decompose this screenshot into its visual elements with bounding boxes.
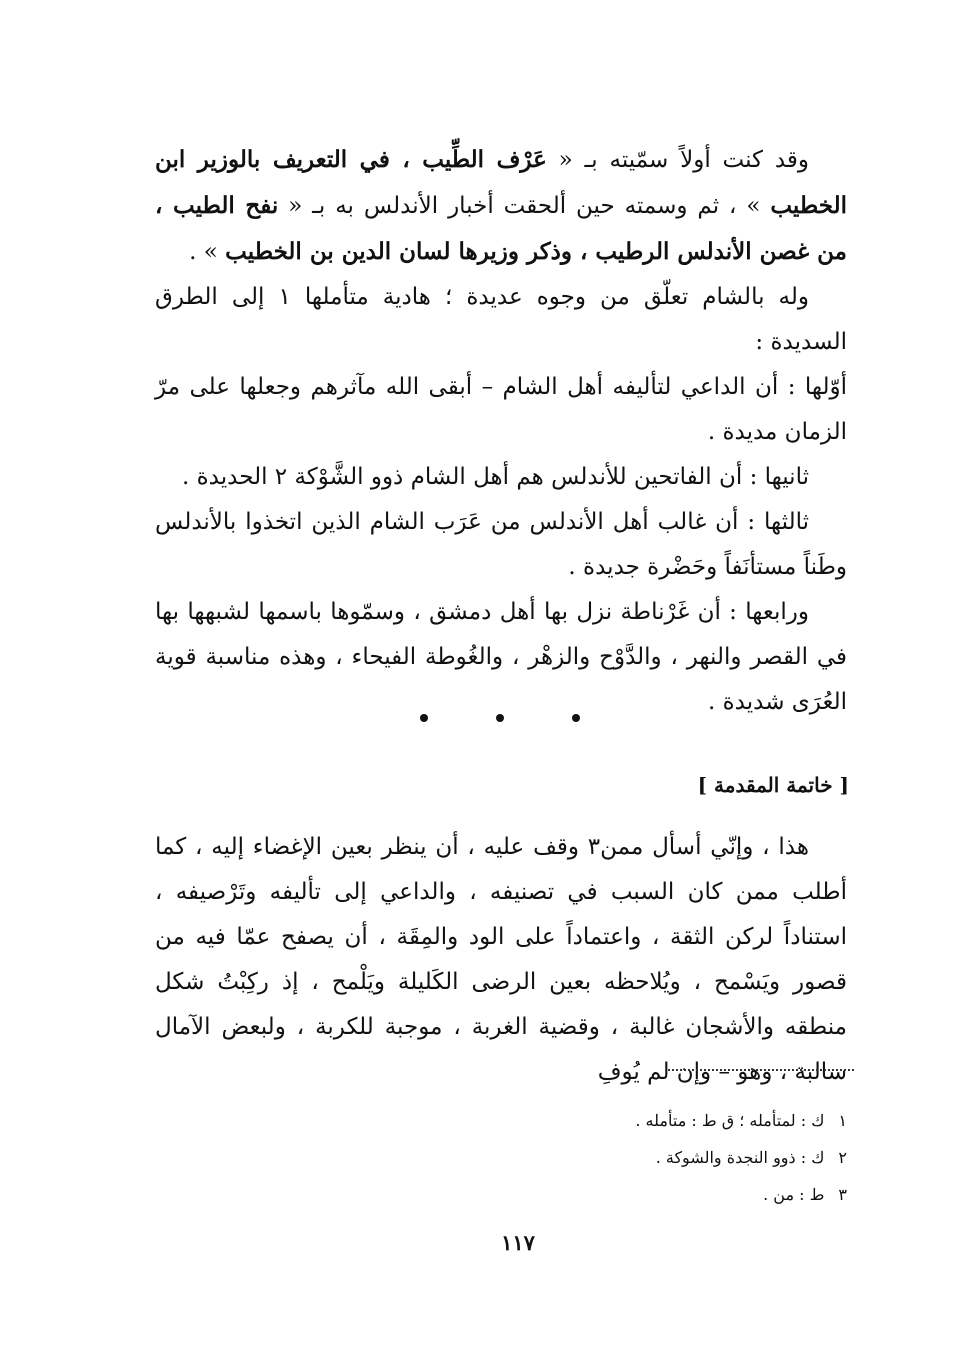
book-title-second: نفح الطيب ، من غصن الأندلس الرطيب ، وذكر وزيرها لسان الدين بن الخطيب <box>155 192 847 265</box>
separator-dot <box>496 714 504 722</box>
footnote-text: ك : لمتأمله ؛ ق ط : متأمله . <box>635 1111 825 1130</box>
main-text-top <box>155 137 847 725</box>
book-title-first: عَرْف الطِّيب ، في التعريف بالوزير ابن الخطيب <box>155 146 847 219</box>
separator-dot <box>420 714 428 722</box>
section-separator-dots <box>420 703 580 733</box>
footnote-item <box>635 1176 847 1213</box>
footnote-item <box>635 1102 847 1139</box>
paragraph-conclusion: هذا ، وإنّي أسأل ممن٣ وقف عليه ، أن ينظر بعين الإغضاء إليه ، كما أطلب ممن كان السبب في تصنيفه ، والداعي إلى تأليفه وتَرْصيفه ، استناداً لركن الثقة ، واعتماداً على الود والمِقَة ، أن يصفح عمّا فيه من قصور ويَسْمح ، ويُلاحظه بعين الرضى الكَليلة ويَلْمح ، إذ ركِبْتُ شكل منطقه والأشجان غالبة ، وقضية الغربة ، موجبة للكربة ، ولبعض الآمال سالبة ، وهو – وإن لم يُوفِ <box>155 834 847 1085</box>
footnote-text: ط : من . <box>763 1185 825 1204</box>
paragraph-fourth-reason: ورابعها : أن غَرْناطة نزل بها أهل دمشق ، وسمّوها باسمها لشبهها بها في القصر والنهر ، والدَّوْح والزهْر ، والغُوطة الفيحاء ، وهذه مناسبة قوية العُرَى شديدة . <box>155 599 847 715</box>
footnote-divider <box>668 1069 854 1071</box>
paragraph-lead-text: وقد كنت أولاً سمّيته بـ « <box>546 147 809 173</box>
section-heading: [ خاتمة المقدمة ] <box>697 773 849 797</box>
footnote-item <box>635 1139 847 1176</box>
footnotes <box>635 1102 847 1213</box>
footnote-number: ٢ <box>838 1148 847 1167</box>
paragraph-second-reason: ثانيها : أن الفاتحين للأندلس هم أهل الشام ذوو الشَّوْكة ٢ الحديدة . <box>182 464 809 490</box>
paragraph-mid-text: » ، ثم وسمته حين ألحقت أخبار الأندلس به بـ « <box>278 193 771 219</box>
paragraph-third-reason: ثالثها : أن غالب أهل الأندلس من عَرَب الشام الذين اتخذوا بالأندلس وطَناً مستأنَفاً وحَضْرة جديدة . <box>155 509 847 580</box>
paragraph-first-reason: أوّلها : أن الداعي لتأليفه أهل الشام – أبقى الله مآثرهم وجعلها على مرّ الزمان مديدة . <box>155 374 847 445</box>
footnote-number: ٣ <box>838 1185 847 1204</box>
page-number: ١١٧ <box>501 1230 535 1255</box>
footnote-number: ١ <box>838 1111 847 1130</box>
paragraph-sham-intro: وله بالشام تعلّق من وجوه عديدة ؛ هادية متأملها ١ إلى الطرق السديدة : <box>155 284 847 355</box>
footnote-text: ك : ذوو النجدة والشوكة . <box>655 1148 825 1167</box>
separator-dot <box>572 714 580 722</box>
paragraph-book-title <box>155 137 847 275</box>
main-text-bottom <box>155 825 847 1095</box>
paragraph-end-text: » . <box>189 239 226 265</box>
